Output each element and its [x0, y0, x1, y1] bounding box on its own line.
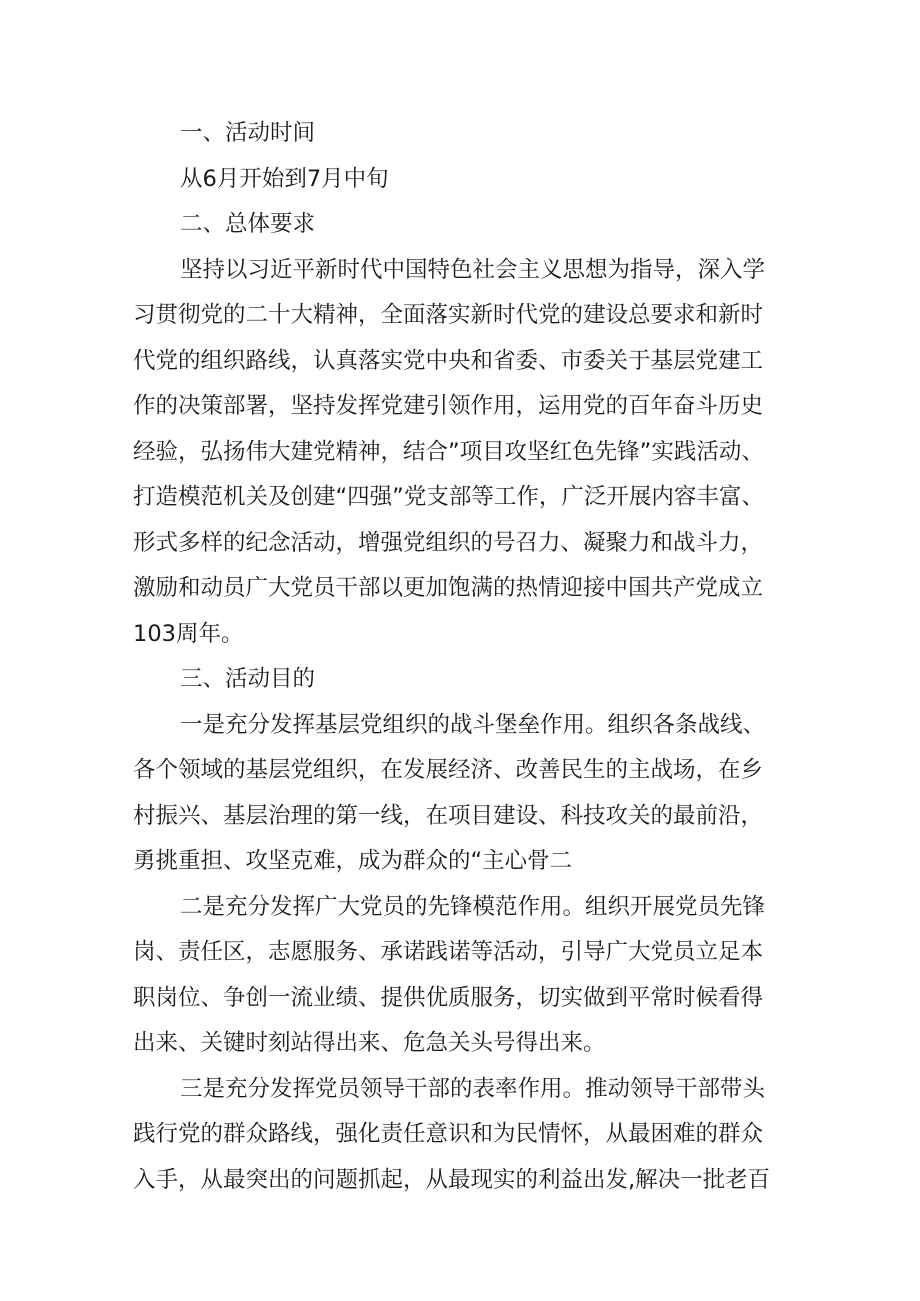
paragraph-line: 入手，从最突出的问题抓起，从最现实的利益出发,解决一批老百	[133, 1167, 771, 1193]
paragraph-line: 出来、关键时刻站得出来、危急关头号得出来。	[133, 1030, 606, 1056]
paragraph-line: 践行党的群众路线，强化责任意识和为民情怀，从最困难的群众	[133, 1121, 764, 1147]
paragraph-line: 三是充分发挥党员领导干部的表率作用。推动领导干部带头	[180, 1076, 766, 1102]
paragraph-line: 代党的组织路线，认真落实党中央和省委、市委关于基层党建工	[133, 348, 764, 374]
paragraph-line: 作的决策部署，坚持发挥党建引领作用，运用党的百年奋斗历史	[133, 393, 764, 419]
paragraph-line: 二是充分发挥广大党员的先锋模范作用。组织开展党员先锋	[180, 894, 766, 920]
paragraph-line: 各个领域的基层党组织，在发展经济、改善民生的主战场，在乡	[133, 757, 764, 783]
paragraph-line: 打造模范机关及创建“四强”党支部等工作，广泛开展内容丰富、	[133, 484, 764, 510]
paragraph-line: 经验，弘扬伟大建党精神，结合”项目攻坚红色先锋”实践活动、	[133, 439, 764, 465]
paragraph-line: 勇挑重担、攻坚克难，成为群众的“主心骨二	[133, 848, 573, 874]
paragraph-line: 习贯彻党的二十大精神，全面落实新时代党的建设总要求和新时	[133, 302, 764, 328]
paragraph-line: 村振兴、基层治理的第一线，在项目建设、科技攻关的最前沿，	[133, 803, 764, 829]
heading-activity-purpose: 三、活动目的	[180, 666, 316, 692]
paragraph-line: 103周年。	[133, 621, 244, 647]
activity-time-text: 从6月开始到7月中旬	[180, 166, 389, 192]
paragraph-line: 坚持以习近平新时代中国特色社会主义思想为指导，深入学	[180, 257, 766, 283]
paragraph-line: 形式多样的纪念活动，增强党组织的号召力、凝聚力和战斗力，	[133, 530, 764, 556]
heading-general-requirements: 二、总体要求	[180, 211, 316, 237]
paragraph-line: 岗、责任区，志愿服务、承诺践诺等活动，引导广大党员立足本	[133, 939, 764, 965]
paragraph-line: 职岗位、争创一流业绩、提供优质服务，切实做到平常时候看得	[133, 985, 764, 1011]
heading-activity-time: 一、活动时间	[180, 120, 316, 146]
paragraph-line: 激励和动员广大党员干部以更加饱满的热情迎接中国共产党成立	[133, 575, 764, 601]
paragraph-line: 一是充分发挥基层党组织的战斗堡垒作用。组织各条战线、	[180, 712, 766, 738]
